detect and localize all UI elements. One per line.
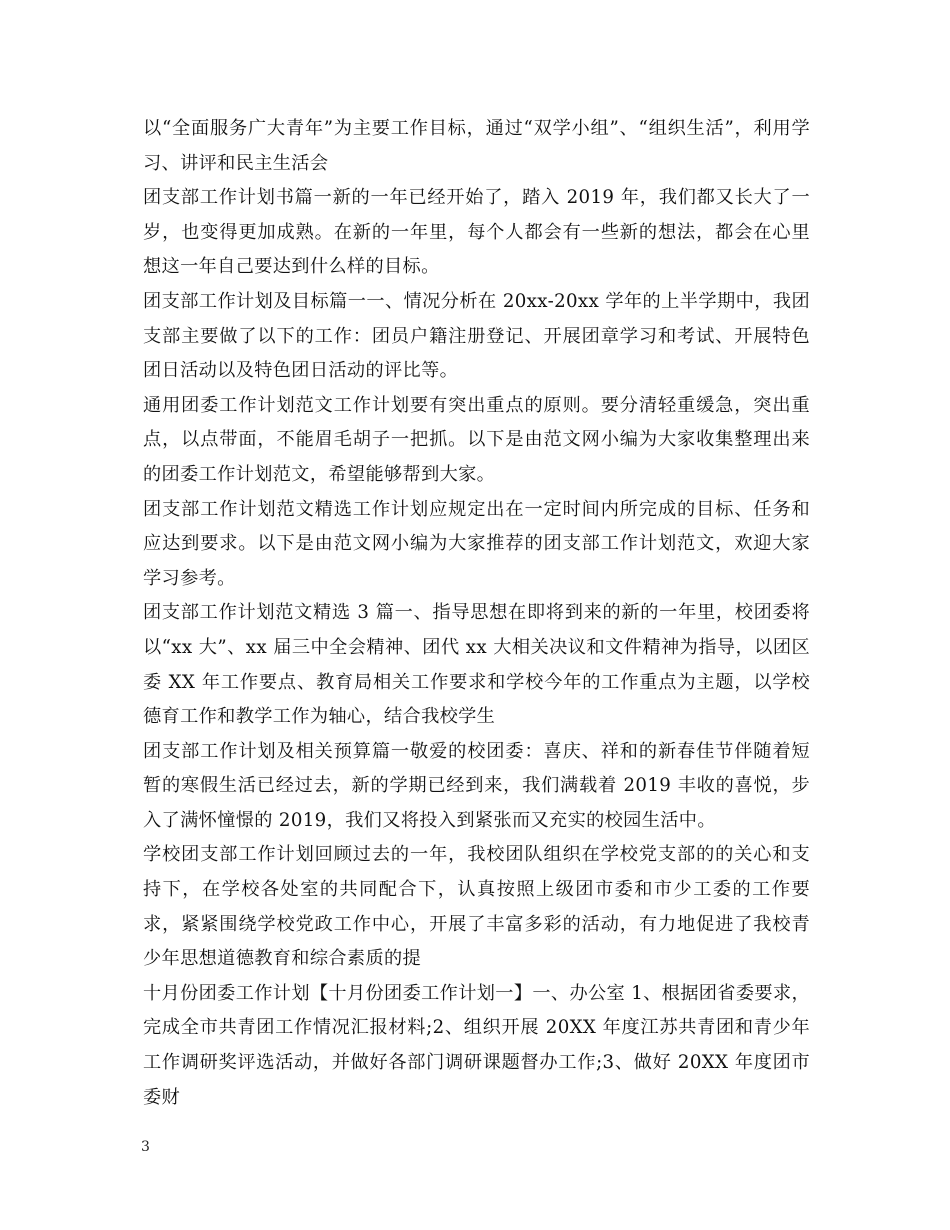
- paragraph-9: 十月份团委工作计划【十月份团委工作计划一】一、办公室 1、根据团省委要求，完成全市共青团工作情况汇报材料;2、组织开展 20XX 年度江苏共青团和青少年工作调研奖评选活动，并做好各部门调研课题督办工作;3、做好 20XX 年度团市委财: [143, 982, 810, 1108]
- page-number: 3: [141, 1139, 150, 1155]
- document-body: [143, 112, 810, 1115]
- paragraph-1: 以“全面服务广大青年”为主要工作目标，通过“双学小组”、“组织生活”，利用学习、讲评和民主生活会: [143, 118, 810, 174]
- paragraph-2: 团支部工作计划书篇一新的一年已经开始了，踏入 2019 年，我们都又长大了一岁，也变得更加成熟。在新的一年里，每个人都会有一些新的想法，都会在心里想这一年自己要达到什么样的目标。: [143, 187, 810, 278]
- paragraph-3: 团支部工作计划及目标篇一一、情况分析在 20xx-20xx 学年的上半学期中，我团支部主要做了以下的工作：团员户籍注册登记、开展团章学习和考试、开展特色团日活动以及特色团日活动的评比等。: [143, 290, 810, 382]
- paragraph-4: 通用团委工作计划范文工作计划要有突出重点的原则。要分清轻重缓急，突出重点，以点带面，不能眉毛胡子一把抓。以下是由范文网小编为大家收集整理出来的团委工作计划范文，希望能够帮到大家。: [143, 394, 810, 485]
- paragraph-8: 学校团支部工作计划回顾过去的一年，我校团队组织在学校党支部的的关心和支持下，在学校各处室的共同配合下，认真按照上级团市委和市少工委的工作要求，紧紧围绕学校党政工作中心，开展了丰富多彩的活动，有力地促进了我校青少年思想道德教育和综合素质的提: [143, 844, 810, 970]
- paragraph-5: 团支部工作计划范文精选工作计划应规定出在一定时间内所完成的目标、任务和应达到要求。以下是由范文网小编为大家推荐的团支部工作计划范文，欢迎大家学习参考。: [143, 498, 810, 589]
- paragraph-6: 团支部工作计划范文精选 3 篇一、指导思想在即将到来的新的一年里，校团委将以“xx 大”、xx 届三中全会精神、团代 xx 大相关决议和文件精神为指导，以团区委 XX 年工作要点、教育局相关工作要求和学校今年的工作重点为主题，以学校德育工作和教学工作为轴心，结合我校学生: [143, 602, 810, 728]
- paragraph-7: 团支部工作计划及相关预算篇一敬爱的校团委：喜庆、祥和的新春佳节伴随着短暂的寒假生活已经过去，新的学期已经到来，我们满载着 2019 丰收的喜悦，步入了满怀憧憬的 2019，我们又将投入到紧张而又充实的校园生活中。: [143, 740, 810, 831]
